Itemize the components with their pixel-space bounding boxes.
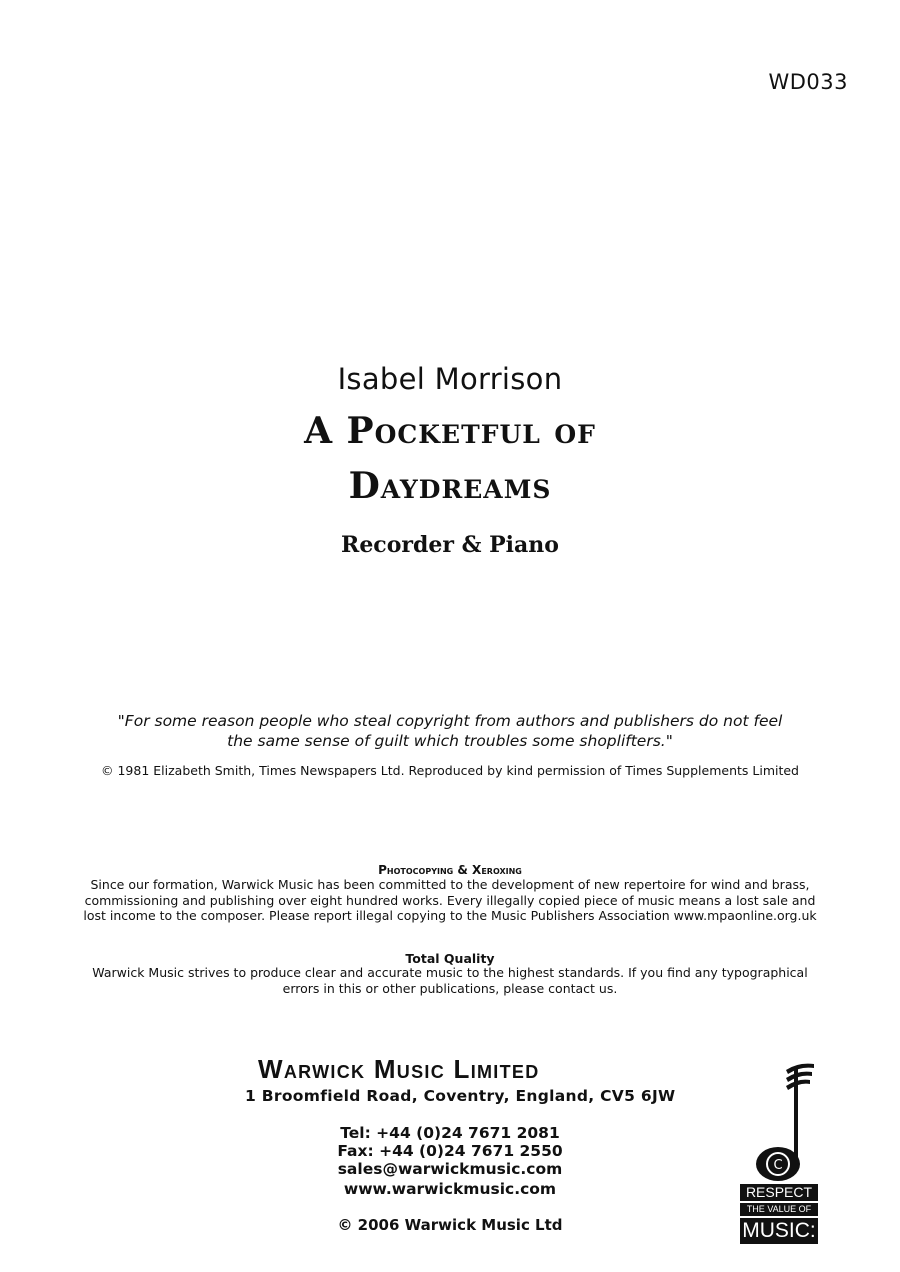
photocopying-line-2: commissioning and publishing over eight hundred works. Every illegally copied piece of music means a lost sale and	[84, 892, 816, 908]
composer-name: Isabel Morrison	[337, 362, 563, 396]
quality-heading: Total Quality	[405, 951, 495, 966]
copyright-quote	[0, 711, 900, 751]
quote-line-2: the same sense of guilt which troubles some shoplifters."	[227, 732, 673, 750]
publisher-address: 1 Broomfield Road, Coventry, England, CV5 6JW	[245, 1087, 676, 1105]
quote-credit: © 1981 Elizabeth Smith, Times Newspapers Ltd. Reproduced by kind permission of Times Supplements Limited	[101, 763, 799, 778]
photocopying-line-1: Since our formation, Warwick Music has been committed to the development of new repertoire for wind and brass,	[90, 877, 810, 892]
photocopying-line-3: lost income to the composer. Please report illegal copying to the Music Publishers Association www.mpaonline.org.uk	[83, 908, 817, 923]
catalog-number: WD033	[768, 70, 848, 94]
title-line-2: Daydreams	[348, 465, 552, 507]
copyright-notice: © 2006 Warwick Music Ltd	[337, 1216, 563, 1234]
svg-text:C: C	[773, 1158, 783, 1173]
photocopying-heading: Photocopying & Xeroxing	[378, 863, 522, 877]
logo-text-value-of: THE VALUE OF	[740, 1203, 818, 1216]
photocopying-notice	[0, 877, 900, 924]
publisher-fax: Fax: +44 (0)24 7671 2550	[337, 1142, 563, 1160]
quote-line-1: "For some reason people who steal copyright from authors and publishers do not feel	[117, 712, 783, 730]
instrumentation: Recorder & Piano	[341, 532, 559, 558]
publisher-website: www.warwickmusic.com	[343, 1180, 557, 1198]
logo-text-music: MUSIC:	[740, 1218, 818, 1244]
quality-notice	[0, 965, 900, 996]
logo-text-respect: RESPECT	[740, 1184, 818, 1201]
publisher-email: sales@warwickmusic.com	[337, 1160, 563, 1178]
quality-line-1: Warwick Music strives to produce clear and accurate music to the highest standards. If you find any typographical	[92, 965, 808, 980]
title-line-1: A Pocketful of	[304, 410, 596, 452]
publisher-tel: Tel: +44 (0)24 7671 2081	[340, 1124, 560, 1142]
publisher-name: Warwick Music Limited	[258, 1054, 540, 1084]
quality-line-2: errors in this or other publications, please contact us.	[282, 980, 618, 996]
